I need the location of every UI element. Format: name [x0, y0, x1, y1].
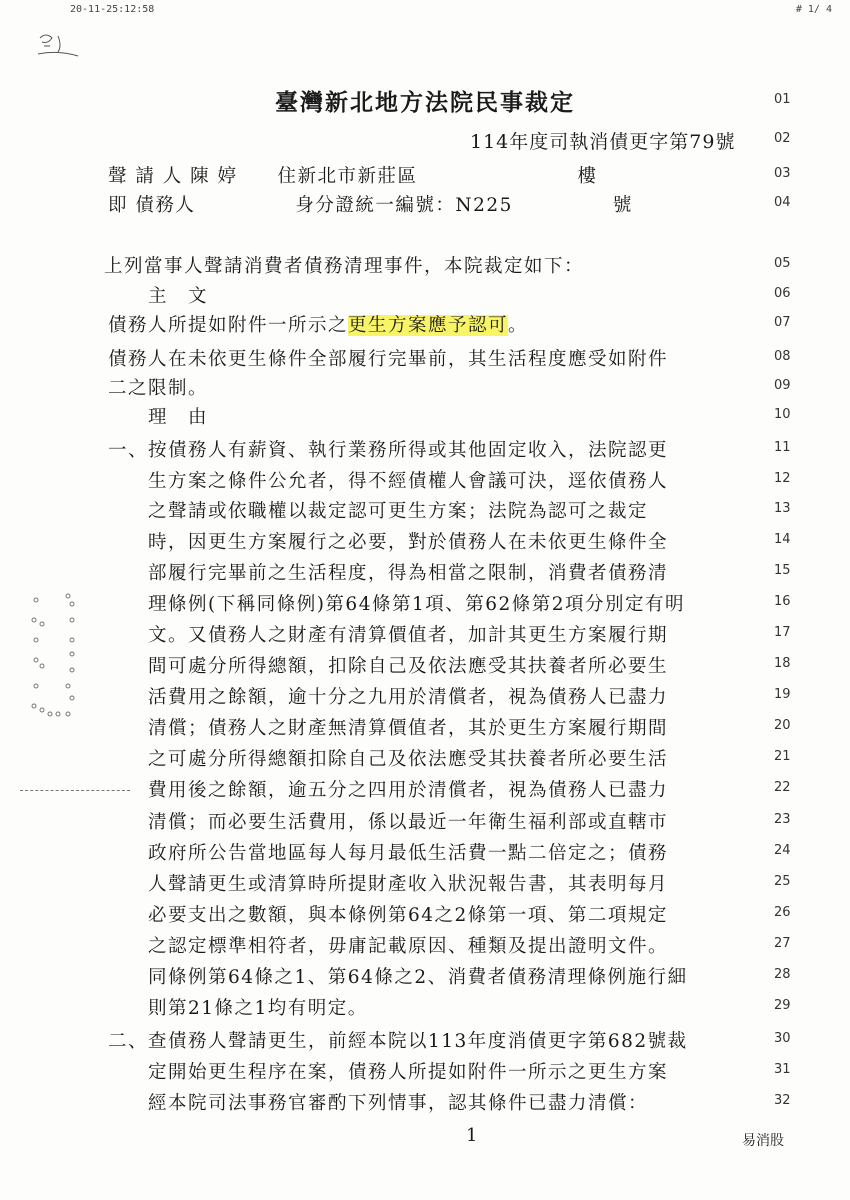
text-line: 人聲請更生或清算時所提財產收入狀況報告書，其表明每月 — [108, 874, 669, 895]
fax-page-counter: # 1/ 4 — [795, 4, 832, 15]
department-label: 易消股 — [742, 1133, 784, 1149]
text-line: 之認定標準相符者，毋庸記載原因、種類及提出證明文件。 — [108, 936, 669, 957]
text-line: 文。又債務人之財產有清算價值者，加計其更生方案履行期 — [108, 625, 669, 646]
line-number: 24 — [774, 843, 791, 858]
line-number: 27 — [774, 936, 791, 951]
line-number: 12 — [774, 471, 791, 486]
fax-header — [0, 4, 850, 20]
line-number: 09 — [774, 378, 791, 393]
line-number: 19 — [774, 687, 791, 702]
line-number: 10 — [774, 407, 791, 422]
line-number: 03 — [774, 166, 791, 181]
text-line: 時，因更生方案履行之必要，對於債務人在未依更生條件全 — [108, 532, 669, 553]
text-line: 則第21條之1均有明定。 — [108, 998, 368, 1019]
case-number: 114年度司執消債更字第79號 — [470, 131, 736, 153]
text-line: 生方案之條件公允者，得不經債權人會議可決，逕依債務人 — [108, 471, 669, 492]
text-line: 主 文 — [108, 286, 209, 307]
text-line: 部履行完畢前之生活程度，得為相當之限制，消費者債務清 — [108, 563, 669, 584]
text-line — [108, 311, 528, 337]
text-line: 同條例第64條之1、第64條之2、消費者債務清理條例施行細 — [108, 967, 688, 988]
line-number: 01 — [774, 92, 791, 107]
handwritten-mark-icon — [34, 30, 94, 60]
line-number: 20 — [774, 718, 791, 733]
line-number: 30 — [774, 1031, 791, 1046]
text-line: 一、按債務人有薪資、執行業務所得或其他固定收入，法院認更 — [108, 440, 669, 461]
text-line: 二之限制。 — [108, 378, 209, 399]
text-segment: 。 — [508, 315, 529, 336]
line-number: 15 — [774, 563, 791, 578]
line-number: 07 — [774, 315, 791, 330]
line-number: 14 — [774, 532, 791, 547]
binder-holes-icon — [28, 590, 78, 730]
line-number: 28 — [774, 967, 791, 982]
text-line: 理條例(下稱同條例)第64條第1項、第62條第2項分別定有明 — [108, 594, 686, 615]
line-number: 31 — [774, 1062, 791, 1077]
line-number: 16 — [774, 594, 791, 609]
line-number: 17 — [774, 625, 791, 640]
text-line: 之可處分所得總額扣除自己及依法應受其扶養者所必要生活 — [108, 749, 669, 770]
line-number: 32 — [774, 1093, 791, 1108]
line-number: 21 — [774, 749, 791, 764]
line-number: 23 — [774, 812, 791, 827]
line-number: 29 — [774, 998, 791, 1013]
line-number: 11 — [774, 440, 791, 455]
text-line: 清償；而必要生活費用，係以最近一年衛生福利部或直轄市 — [108, 812, 669, 833]
text-line: 政府所公告當地區每人每月最低生活費一點二倍定之；債務 — [108, 843, 669, 864]
text-line: 定開始更生程序在案，債務人所提如附件一所示之更生方案 — [108, 1062, 669, 1083]
line-number: 25 — [774, 874, 791, 889]
text-line: 之聲請或依職權以裁定認可更生方案；法院為認可之裁定 — [108, 501, 649, 522]
text-line: 間可處分所得總額，扣除自己及依法應受其扶養者所必要生 — [108, 656, 669, 677]
text-line: 清償；債務人之財產無清算價值者，其於更生方案履行期間 — [108, 718, 669, 739]
line-number: 06 — [774, 286, 791, 301]
fax-timestamp: 20-11-25:12:58 — [70, 4, 155, 15]
document-title: 臺灣新北地方法院民事裁定 — [275, 89, 575, 116]
text-line: 活費用之餘額，逾十分之九用於清償者，視為債務人已盡力 — [108, 687, 669, 708]
text-line: 二、查債務人聲請更生，前經本院以113年度消債更字第682號裁 — [108, 1031, 688, 1052]
text-segment: 債務人所提如附件一所示之 — [108, 315, 349, 336]
line-number: 13 — [774, 501, 791, 516]
line-number: 26 — [774, 905, 791, 920]
page-number: 1 — [466, 1125, 478, 1146]
text-line: 經本院司法事務官審酌下列情事，認其條件已盡力清償： — [108, 1093, 649, 1114]
highlighted-text: 更生方案應予認可 — [348, 315, 509, 336]
line-number: 02 — [774, 131, 791, 146]
line-number: 05 — [774, 256, 791, 271]
text-line: 即 債務人 身分證統一編號：N225 號 — [108, 195, 633, 216]
line-number: 08 — [774, 349, 791, 364]
text-line: 上列當事人聲請消費者債務清理事件，本院裁定如下： — [104, 256, 585, 277]
line-number: 04 — [774, 195, 791, 210]
text-line: 債務人在未依更生條件全部履行完畢前，其生活程度應受如附件 — [108, 349, 669, 370]
line-number: 22 — [774, 780, 791, 795]
text-line: 費用後之餘額，逾五分之四用於清償者，視為債務人已盡力 — [108, 780, 669, 801]
text-line: 聲 請 人 陳 婷 住新北市新莊區 樓 — [108, 166, 598, 187]
text-line: 必要支出之數額，與本條例第64之2條第一項、第二項規定 — [108, 905, 668, 926]
text-line: 理 由 — [108, 407, 209, 428]
line-number: 18 — [774, 656, 791, 671]
